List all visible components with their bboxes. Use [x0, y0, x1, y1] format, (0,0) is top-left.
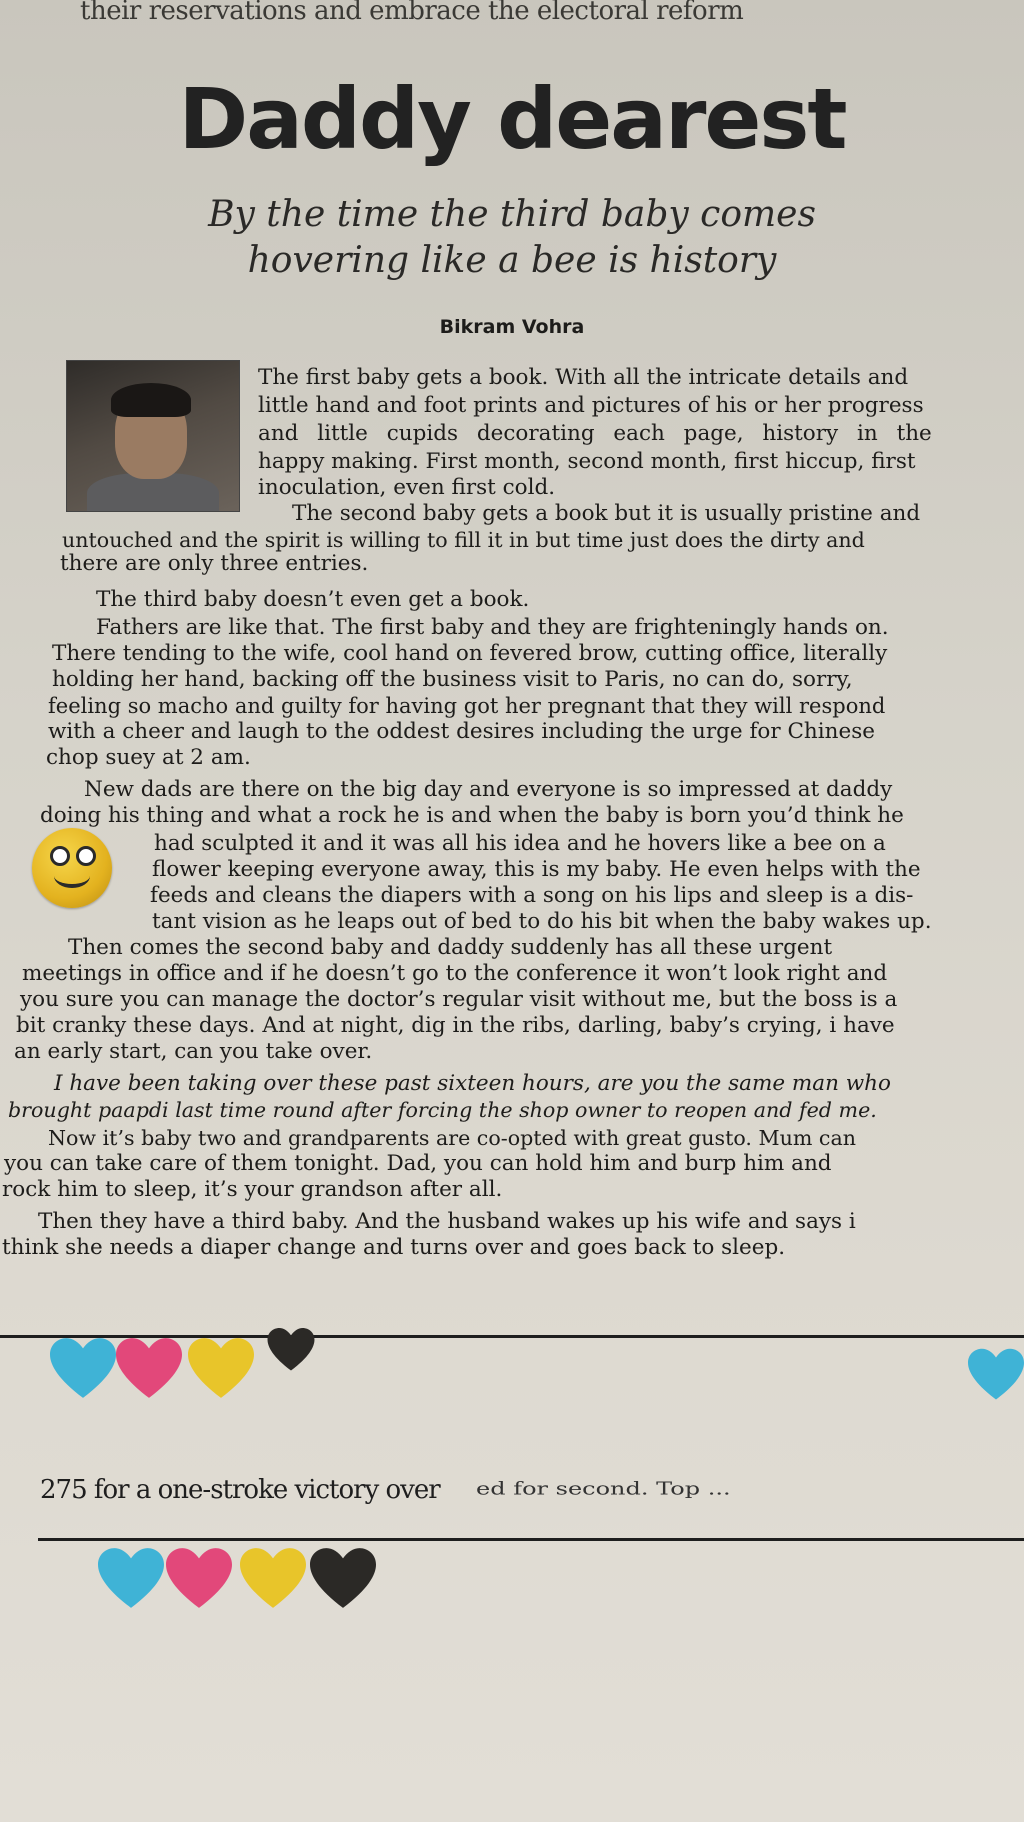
divider-rule-lower — [38, 1538, 1024, 1541]
heart-icon — [310, 1548, 376, 1610]
article-line: rock him to sleep, it’s your grandson after all. — [2, 1177, 503, 1202]
heart-icon — [240, 1548, 306, 1610]
subhead-line-2: hovering like a bee is history — [247, 240, 777, 281]
article-line: meetings in office and if he doesn’t go to the conference it won’t look right and — [22, 961, 888, 986]
subhead-line-1: By the time the third baby comes — [208, 194, 816, 235]
article-line-italic: brought paapdi last time round after forcing the shop owner to reopen and fed me. — [8, 1098, 877, 1122]
article-line: New dads are there on the big day and everyone is so impressed at daddy — [84, 777, 893, 802]
article-line: The third baby doesn’t even get a book. — [96, 587, 530, 612]
article-line-italic: I have been taking over these past sixteen hours, are you the same man who — [54, 1071, 891, 1096]
article-line: Then they have a third baby. And the husband wakes up his wife and says i — [38, 1209, 856, 1234]
article-line: with a cheer and laugh to the oddest desires including the urge for Chinese — [48, 719, 875, 744]
heart-icon — [188, 1338, 254, 1400]
smiley-face-icon — [32, 828, 112, 908]
heart-icon — [166, 1548, 232, 1610]
byline: Bikram Vohra — [439, 316, 585, 338]
article-line: there are only three entries. — [60, 551, 369, 576]
article-line: you sure you can manage the doctor’s regular visit without me, but the boss is a — [20, 987, 898, 1012]
article-line: There tending to the wife, cool hand on fevered brow, cutting office, literally — [52, 641, 888, 666]
article-line: you can take care of them tonight. Dad, you can hold him and burp him and — [4, 1151, 832, 1176]
article-line: an early start, can you take over. — [14, 1039, 373, 1064]
heart-icon — [98, 1548, 164, 1610]
article-line: tant vision as he leaps out of bed to do his bit when the baby wakes up. — [152, 909, 932, 934]
article-line: little hand and foot prints and pictures of his or her progress — [258, 393, 924, 418]
previous-article-fragment: their reservations and embrace the electoral reform — [80, 0, 744, 26]
article-line: flower keeping everyone away, this is my baby. He even helps with the — [152, 857, 921, 882]
article-line: The second baby gets a book but it is usually pristine and — [292, 501, 921, 526]
article-line: doing his thing and what a rock he is and when the baby is born you’d think he — [40, 803, 904, 828]
article-line: happy making. First month, second month, first hiccup, first — [258, 449, 916, 474]
article-line: Then comes the second baby and daddy suddenly has all these urgent — [68, 935, 833, 960]
article-line: bit cranky these days. And at night, dig in the ribs, darling, baby’s crying, i have — [16, 1013, 895, 1038]
author-photo — [66, 360, 240, 512]
heart-icon — [116, 1338, 182, 1400]
article-line: Fathers are like that. The first baby and they are frighteningly hands on. — [96, 615, 889, 640]
article-line: untouched and the spirit is willing to fill it in but time just does the dirty and — [62, 528, 865, 552]
article-line: and little cupids decorating each page, history in the — [258, 421, 932, 446]
next-article-fragment: 275 for a one-stroke victory over — [40, 1475, 440, 1505]
subheadline — [0, 192, 1024, 284]
article-line: had sculpted it and it was all his idea and he hovers like a bee on a — [154, 831, 886, 856]
article-line: feeds and cleans the diapers with a song on his lips and sleep is a dis- — [150, 883, 914, 908]
article-line: inoculation, even first cold. — [258, 475, 556, 500]
heart-icon — [258, 1328, 324, 1372]
next-article-fragment-right: ed for second. Top ... — [476, 1478, 731, 1499]
heart-icon — [968, 1344, 1024, 1406]
article-line: think she needs a diaper change and turns over and goes back to sleep. — [2, 1235, 786, 1260]
article-line: The first baby gets a book. With all the intricate details and — [258, 365, 909, 390]
article-line: holding her hand, backing off the business visit to Paris, no can do, sorry, — [52, 667, 853, 692]
article-line: chop suey at 2 am. — [46, 745, 251, 770]
heart-icon — [50, 1338, 116, 1400]
article-line: feeling so macho and guilty for having got her pregnant that they will respond — [48, 694, 886, 718]
headline: Daddy dearest — [178, 70, 846, 168]
article-line: Now it’s baby two and grandparents are co-opted with great gusto. Mum can — [48, 1126, 857, 1150]
